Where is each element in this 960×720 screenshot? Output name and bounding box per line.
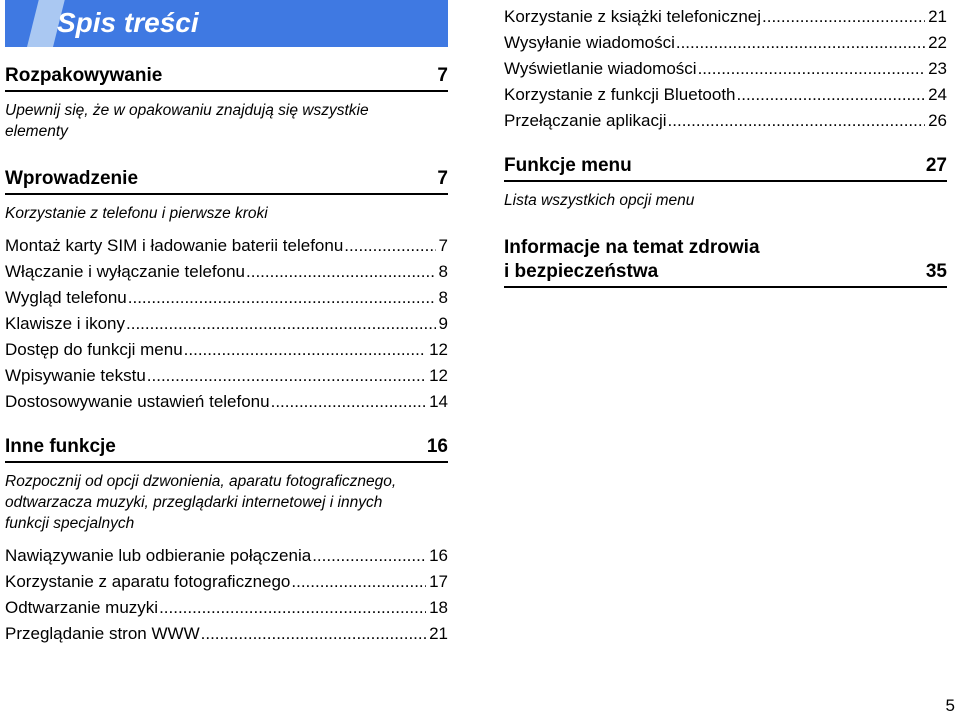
- toc-entry[interactable]: [504, 56, 947, 82]
- dot-leader: [128, 285, 436, 311]
- page-title: Spis treści: [57, 7, 199, 38]
- dot-leader: [312, 543, 426, 569]
- toc-entry-list: [5, 233, 448, 415]
- toc-entry[interactable]: [5, 259, 448, 285]
- entry-label: Klawisze i ikony: [5, 314, 125, 333]
- entry-page: 23: [928, 59, 947, 78]
- dot-leader: [159, 595, 426, 621]
- entry-label: Nawiązywanie lub odbieranie połączenia: [5, 546, 312, 565]
- section-page: 16: [426, 436, 448, 457]
- section-wprowadzenie: [5, 167, 448, 415]
- section-intro: Lista wszystkich opcji menu: [504, 192, 695, 209]
- toc-entry[interactable]: [504, 108, 947, 134]
- toc-entry[interactable]: [5, 311, 448, 337]
- dot-leader: [668, 108, 926, 134]
- entry-page: 12: [429, 366, 448, 385]
- section-continued-entries: [504, 4, 947, 134]
- entry-label: Korzystanie z książki telefonicznej: [504, 7, 762, 26]
- section-page: 7: [437, 65, 448, 86]
- section-page: 7: [437, 168, 448, 189]
- entry-label: Montaż karty SIM i ładowanie baterii telefonu: [5, 236, 344, 255]
- dot-leader: [698, 56, 926, 82]
- entry-label: Przełączanie aplikacji: [504, 111, 667, 130]
- entry-page: 14: [429, 392, 448, 411]
- entry-label: Odtwarzanie muzyki: [5, 598, 159, 617]
- section-heading[interactable]: [504, 236, 947, 288]
- entry-label: Dostosowywanie ustawień telefonu: [5, 392, 270, 411]
- section-title: Wprowadzenie: [5, 168, 139, 189]
- entry-page: 16: [429, 546, 448, 565]
- entry-page: 21: [928, 7, 947, 26]
- toc-entry[interactable]: [5, 233, 448, 259]
- section-rozpakowywanie: [5, 64, 448, 142]
- entry-label: Wpisywanie tekstu: [5, 366, 146, 385]
- section-title: Inne funkcje: [5, 436, 116, 457]
- entry-page: 8: [438, 288, 448, 307]
- section-page: 35: [925, 261, 947, 282]
- section-title: Funkcje menu: [504, 155, 632, 176]
- section-title: Rozpakowywanie: [5, 65, 163, 86]
- dot-leader: [271, 389, 426, 415]
- toc-entry[interactable]: [504, 82, 947, 108]
- section-intro: Rozpocznij od opcji dzwonienia, aparatu fotograficznego, odtwarzacza muzyki, przeglądarki internetowej i innych funkcji specjalnych: [5, 473, 397, 532]
- section-inne-funkcje: [5, 435, 448, 647]
- entry-label: Dostęp do funkcji menu: [5, 340, 183, 359]
- section-heading[interactable]: [504, 154, 947, 182]
- entry-page: 24: [928, 85, 947, 104]
- dot-leader: [246, 259, 436, 285]
- entry-page: 26: [928, 111, 947, 130]
- entry-page: 22: [928, 33, 947, 52]
- section-zdrowie: [504, 236, 947, 288]
- entry-label: Przeglądanie stron WWW: [5, 624, 200, 643]
- dot-leader: [126, 311, 436, 337]
- dot-leader: [344, 233, 435, 259]
- entry-label: Wyświetlanie wiadomości: [504, 59, 697, 78]
- toc-entry[interactable]: [5, 285, 448, 311]
- entry-label: Włączanie i wyłączanie telefonu: [5, 262, 246, 281]
- entry-page: 18: [429, 598, 448, 617]
- toc-entry-list: [5, 543, 448, 647]
- entry-page: 7: [438, 236, 448, 255]
- dot-leader: [737, 82, 926, 108]
- toc-entry[interactable]: [5, 621, 448, 647]
- toc-entry[interactable]: [5, 543, 448, 569]
- entry-page: 8: [438, 262, 448, 281]
- entry-page: 12: [429, 340, 448, 359]
- section-page: 27: [925, 155, 947, 176]
- toc-entry[interactable]: [5, 389, 448, 415]
- dot-leader: [291, 569, 426, 595]
- dot-leader: [676, 30, 925, 56]
- toc-entry[interactable]: [504, 4, 947, 30]
- toc-banner: [5, 0, 448, 47]
- section-heading[interactable]: [5, 64, 448, 92]
- entry-label: Wysyłanie wiadomości: [504, 33, 675, 52]
- toc-entry[interactable]: [5, 337, 448, 363]
- toc-entry[interactable]: [5, 569, 448, 595]
- section-title: Informacje na temat zdrowia i bezpieczeństwa: [504, 237, 760, 282]
- page-number: 5: [945, 696, 955, 715]
- toc-entry[interactable]: [5, 595, 448, 621]
- dot-leader: [201, 621, 426, 647]
- section-intro: Korzystanie z telefonu i pierwsze kroki: [5, 205, 268, 222]
- entry-label: Korzystanie z aparatu fotograficznego: [5, 572, 291, 591]
- section-heading[interactable]: [5, 167, 448, 195]
- entry-page: 17: [429, 572, 448, 591]
- toc-entry[interactable]: [5, 363, 448, 389]
- entry-page: 21: [429, 624, 448, 643]
- section-intro: Upewnij się, że w opakowaniu znajdują się wszystkie elementy: [5, 102, 369, 140]
- entry-page: 9: [438, 314, 448, 333]
- dot-leader: [184, 337, 426, 363]
- toc-entry[interactable]: [504, 30, 947, 56]
- toc-entry-list: [504, 4, 947, 134]
- entry-label: Korzystanie z funkcji Bluetooth: [504, 85, 736, 104]
- dot-leader: [147, 363, 426, 389]
- dot-leader: [762, 4, 925, 30]
- section-heading[interactable]: [5, 435, 448, 463]
- section-funkcje-menu: [504, 154, 947, 211]
- entry-label: Wygląd telefonu: [5, 288, 127, 307]
